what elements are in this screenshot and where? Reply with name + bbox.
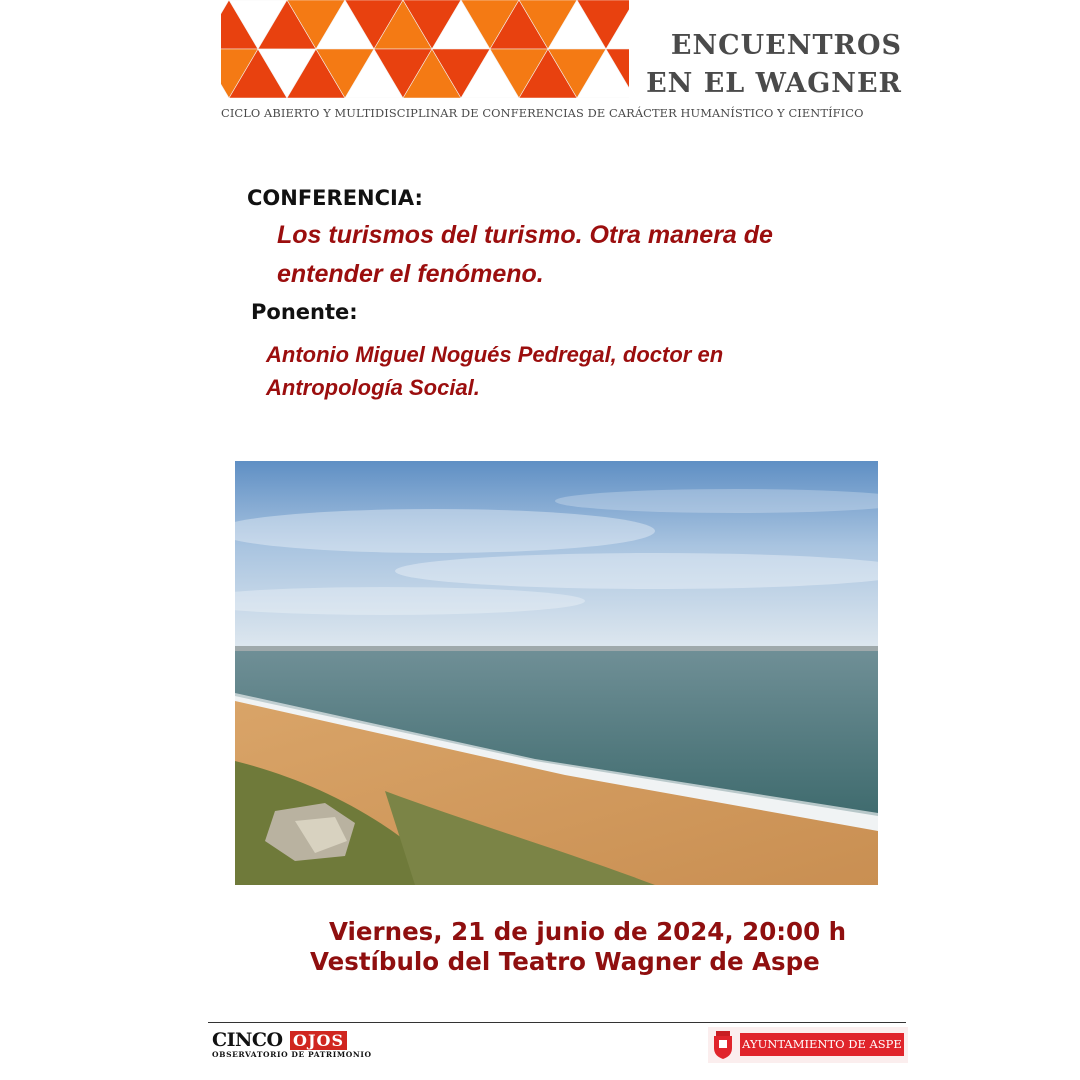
- series-title-line1: ENCUENTROS: [670, 30, 902, 61]
- speaker-name: [266, 338, 826, 404]
- series-subtitle: CICLO ABIERTO Y MULTIDISCIPLINAR DE CONFERENCIAS DE CARÁCTER HUMANÍSTICO Y CIENTÍFICO: [221, 106, 864, 120]
- cinco-ojos-logo: [212, 1029, 372, 1061]
- coat-of-arms-icon: [711, 1030, 735, 1060]
- cinco-ojos-logo-word: CINCO: [212, 1029, 283, 1051]
- event-venue: Vestíbulo del Teatro Wagner de Aspe: [310, 947, 820, 976]
- cinco-ojos-logo-box: OJOS: [290, 1031, 347, 1050]
- conference-label: CONFERENCIA:: [247, 186, 423, 210]
- ayuntamiento-aspe-logo: [708, 1027, 908, 1063]
- event-date: Viernes, 21 de junio de 2024, 20:00 h: [329, 917, 847, 946]
- beach-photo: [235, 461, 878, 885]
- conference-title: [277, 216, 837, 294]
- series-title-line2: EN EL WAGNER: [646, 68, 902, 99]
- triangle-pattern-banner: [221, 0, 629, 98]
- conference-title-line2: entender el fenómeno.: [277, 260, 544, 288]
- ayuntamiento-label: AYUNTAMIENTO DE ASPE: [740, 1033, 904, 1056]
- conference-title-line1: Los turismos del turismo. Otra manera de: [277, 221, 773, 249]
- observatorio-caption: OBSERVATORIO DE PATRIMONIO: [212, 1050, 372, 1059]
- speaker-name-line2: Antropología Social.: [266, 375, 480, 400]
- speaker-label: Ponente:: [251, 300, 358, 324]
- footer-divider: [208, 1022, 906, 1023]
- speaker-name-line1: Antonio Miguel Nogués Pedregal, doctor en: [266, 342, 724, 367]
